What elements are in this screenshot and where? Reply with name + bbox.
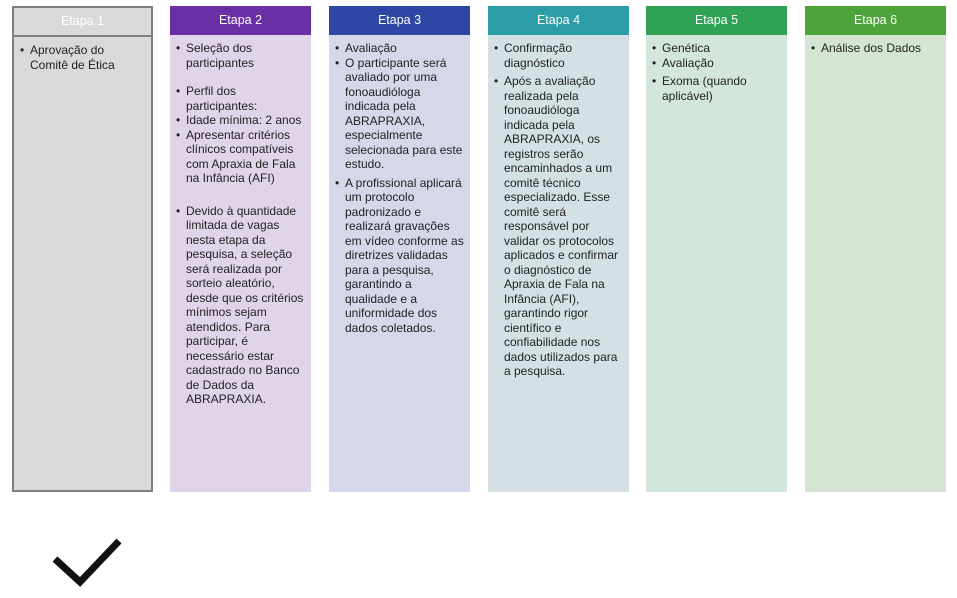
stage-3-subitem: • O participante será avaliado por uma fonoaudióloga indicada pela ABRAPRAXIA, especialmente selecionada para este estudo. xyxy=(335,56,464,172)
stage-1-item: • Aprovação do Comitê de Ética xyxy=(20,43,145,72)
stage-2-subitem: • Idade mínima: 2 anos xyxy=(176,113,305,128)
stage-5-body xyxy=(646,35,787,103)
stage-2-item: • Seleção dos participantes xyxy=(176,41,305,70)
stage-1-title: Etapa 1 xyxy=(14,8,151,37)
stage-5-column xyxy=(646,6,787,492)
stage-5-subitem: • Avaliação xyxy=(652,56,781,71)
stage-2-column xyxy=(170,6,311,492)
stage-2-subitem: • Apresentar critérios clínicos compatíveis com Apraxia de Fala na Infância (AFI) xyxy=(176,128,305,186)
stage-1-column xyxy=(12,6,153,492)
stage-4-title: Etapa 4 xyxy=(488,6,629,35)
stage-5-title: Etapa 5 xyxy=(646,6,787,35)
stage-4-column xyxy=(488,6,629,492)
stage-6-item: • Análise dos Dados xyxy=(811,41,940,56)
stage-6-title: Etapa 6 xyxy=(805,6,946,35)
stage-3-column xyxy=(329,6,470,492)
stage-6-body xyxy=(805,35,946,56)
stage-2-subitem: • Devido à quantidade limitada de vagas nesta etapa da pesquisa, a seleção será realizada por sorteio aleatório, desde que os critérios mínimos sejam atendidos. Para participar, é necessário estar cadastrado no Banco de Dados da ABRAPRAXIA. xyxy=(176,204,305,407)
stage-2-title: Etapa 2 xyxy=(170,6,311,35)
stage-2-body xyxy=(170,35,311,407)
stage-1-body xyxy=(14,37,151,72)
stage-4-body xyxy=(488,35,629,379)
stage-6-column xyxy=(805,6,946,492)
stage-3-subitem: • A profissional aplicará um protocolo padronizado e realizará gravações em vídeo conforme as diretrizes validadas para a pesquisa, garantindo a qualidade e a uniformidade dos dados coletados. xyxy=(335,176,464,336)
stage-5-item: • Genética xyxy=(652,41,781,56)
stage-4-subitem: • Após a avaliação realizada pela fonoaudióloga indicada pela ABRAPRAXIA, os registros serão encaminhados a um comitê técnico especializado. Esse comitê será responsável por validar os protocolos aplicados e confirmar o diagnóstico de Apraxia de Fala na Infância (AFI), garantindo rigor científico e confiabilidade nos dados utilizados para a pesquisa. xyxy=(494,74,623,379)
stage-3-title: Etapa 3 xyxy=(329,6,470,35)
stage-5-subitem: • Exoma (quando aplicável) xyxy=(652,74,781,103)
stage-4-item: • Confirmação diagnóstico xyxy=(494,41,623,70)
stage-3-body xyxy=(329,35,470,335)
checkmark-icon xyxy=(50,535,124,591)
stage-3-item: • Avaliação xyxy=(335,41,464,56)
stage-2-subitem: • Perfil dos participantes: xyxy=(176,84,305,113)
